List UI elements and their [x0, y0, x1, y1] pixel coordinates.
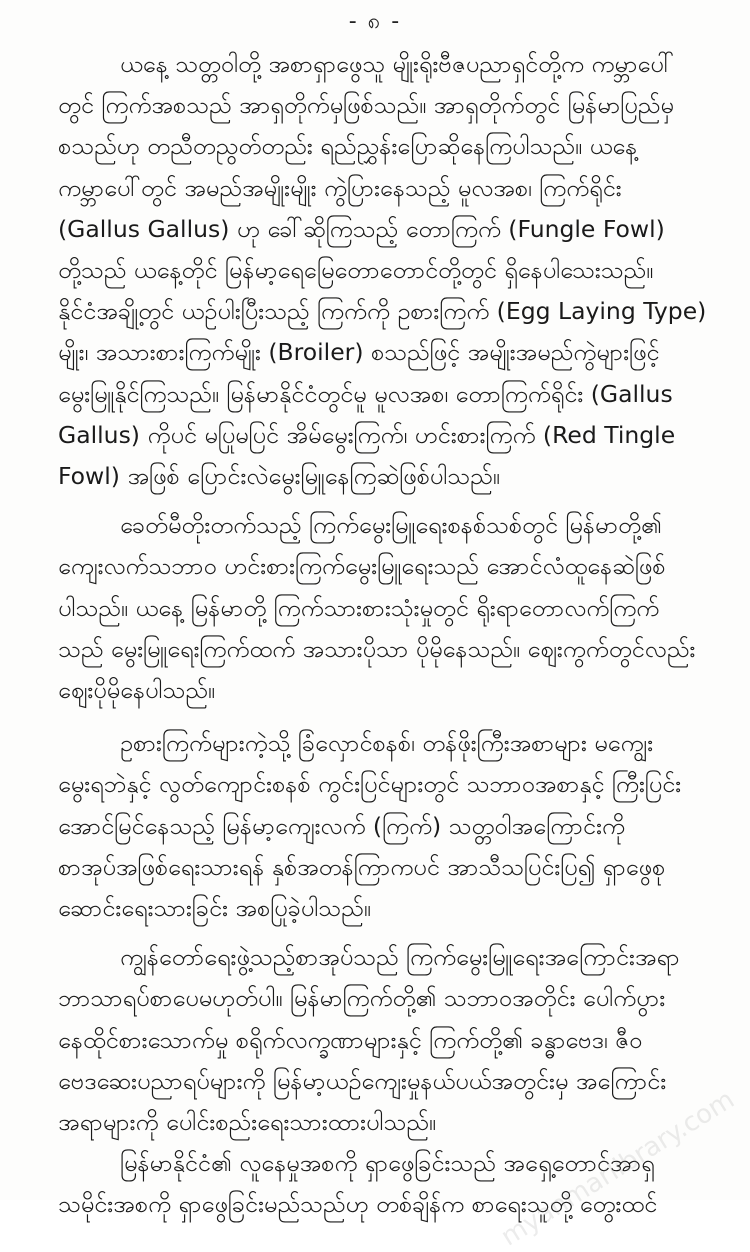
text-line: စာအုပ်အဖြစ်ရေးသားရန် နှစ်အတန်ကြာကပင် အာသီသပြင်းပြ၍ ရှာဖွေစု: [58, 852, 666, 881]
text-line: ကမ္ဘာပေါ်တွင် အမည်အမျိုးမျိုး ကွဲပြားနေသည့် မူလအစ၊ ကြက်ရိုင်း: [58, 173, 622, 202]
text-line: ခေတ်မီတိုးတက်သည့် ကြက်မွေးမြူရေးစနစ်သစ်တွင် မြန်မာတို့၏: [120, 511, 662, 540]
text-line: အောင်မြင်နေသည့် မြန်မာ့ကျေးလက် (ကြက်) သတ္တဝါအကြောင်းကို: [58, 811, 625, 840]
body-text: [58, 44, 708, 1226]
text-line: Fowl) အဖြစ် ပြောင်းလဲမွေးမြူနေကြဆဲဖြစ်ပါသည်။: [58, 462, 500, 491]
text-line: မျိုး၊ အသားစားကြက်မျိုး (Broiler) စသည်ဖြင့် အမျိုးအမည်ကွဲများဖြင့်: [58, 338, 660, 367]
text-line: သမိုင်းအစကို ရှာဖွေခြင်းမည်သည်ဟု တစ်ချိန်က စာရေးသူတို့ တွေးထင်: [58, 1190, 658, 1219]
text-line: ဘာသာရပ်စာပေမဟုတ်ပါ။ မြန်မာကြက်တို့၏ သဘာဝအတိုင်း ပေါက်ပွား: [58, 984, 666, 1013]
text-line: မွေးရဘဲနှင့် လွတ်ကျောင်းစနစ် ကွင်းပြင်များတွင် သဘာဝအစာနှင့် ကြီးပြင်း: [58, 770, 682, 799]
text-line: Gallus) ကိုပင် မပြုမပြင် အိမ်မွေးကြက်၊ ဟင်းစားကြက် (Red Tingle: [58, 420, 676, 449]
paragraph-1: [58, 44, 708, 497]
page-number: - ၈ -: [348, 9, 402, 34]
paragraph-2: [58, 505, 708, 711]
text-line: တို့သည် ယနေ့တိုင် မြန်မာ့ရေမြေတောတောင်တို့တွင် ရှိနေပါသေးသည်။: [58, 256, 654, 285]
text-line: ပါသည်။ ယနေ့ မြန်မာတို့ ကြက်သားစားသုံးမှုတွင် ရိုးရာတောလက်ကြက်: [58, 593, 660, 622]
text-line: စသည်ဟု တညီတညွတ်တည်း ရည်ညွှန်းပြောဆိုနေကြပါသည်။ ယနေ့: [58, 132, 638, 161]
text-line: ကျွန်တော်ရေးဖွဲ့သည့်စာအုပ်သည် ကြက်မွေးမြူရေးအကြောင်းအရာ: [120, 943, 680, 972]
text-line: ဆောင်းရေးသားခြင်း အစပြုခဲ့ပါသည်။: [58, 894, 371, 923]
watermark: myanmarlibrary.com: [496, 1084, 740, 1252]
paragraph-5: [58, 1143, 708, 1225]
text-line: နိုင်ငံအချို့တွင် ယဉ်ပါးပြီးသည့် ကြက်ကို ဥစားကြက် (Egg Laying Type): [58, 297, 707, 326]
paragraph-4: [58, 937, 708, 1143]
text-line: ဥစားကြက်များကဲ့သို့ ခြံလှောင်စနစ်၊ တန်ဖိုးကြီးအစာများ မကျွေး: [120, 729, 654, 758]
text-line: နေထိုင်စားသောက်မှု စရိုက်လက္ခဏာများနှင့် ကြက်တို့၏ ခန္ဓာဗေဒ၊ ဇီဝ: [58, 1025, 643, 1054]
text-line: ဈေးပိုမိုနေပါသည်။: [58, 676, 216, 705]
text-line: သည် မွေးမြူရေးကြက်ထက် အသားပိုသာ ပိုမိုနေသည်။ ဈေးကွက်တွင်လည်း: [58, 634, 696, 663]
text-line: မွေးမြူနိုင်ကြသည်။ မြန်မာနိုင်ငံတွင်မူ မူလအစ၊ တောကြက်ရိုင်း (Gallus: [58, 379, 673, 408]
paragraph-3: [58, 723, 708, 929]
text-line: တွင် ကြက်အစသည် အာရှတိုက်မှဖြစ်သည်။ အာရှတိုက်တွင် မြန်မာပြည်မှ: [58, 91, 674, 120]
text-line: ဗေဒဆေးပညာရပ်များကို မြန်မာ့ယဉ်ကျေးမှုနယ်ပယ်အတွင်းမှ အကြောင်း: [58, 1066, 667, 1095]
text-line: အရာများကို ပေါင်းစည်းရေးသားထားပါသည်။: [58, 1108, 437, 1137]
text-line: မြန်မာနိုင်ငံ၏ လူနေမှုအစကို ရှာဖွေခြင်းသည် အရှေ့တောင်အာရှ: [120, 1149, 655, 1178]
text-line: (Gallus Gallus) ဟု ခေါ်ဆိုကြသည့် တောကြက် (Fungle Fowl): [58, 214, 665, 243]
text-line: ယနေ့ သတ္တဝါတို့ အစာရှာဖွေသူ မျိုးရိုးဗီဇပညာရှင်တို့က ကမ္ဘာပေါ်: [120, 50, 675, 78]
text-line: ကျေးလက်သဘာဝ ဟင်းစားကြက်မွေးမြူရေးသည် အောင်လံထူနေဆဲဖြစ်: [58, 552, 666, 581]
